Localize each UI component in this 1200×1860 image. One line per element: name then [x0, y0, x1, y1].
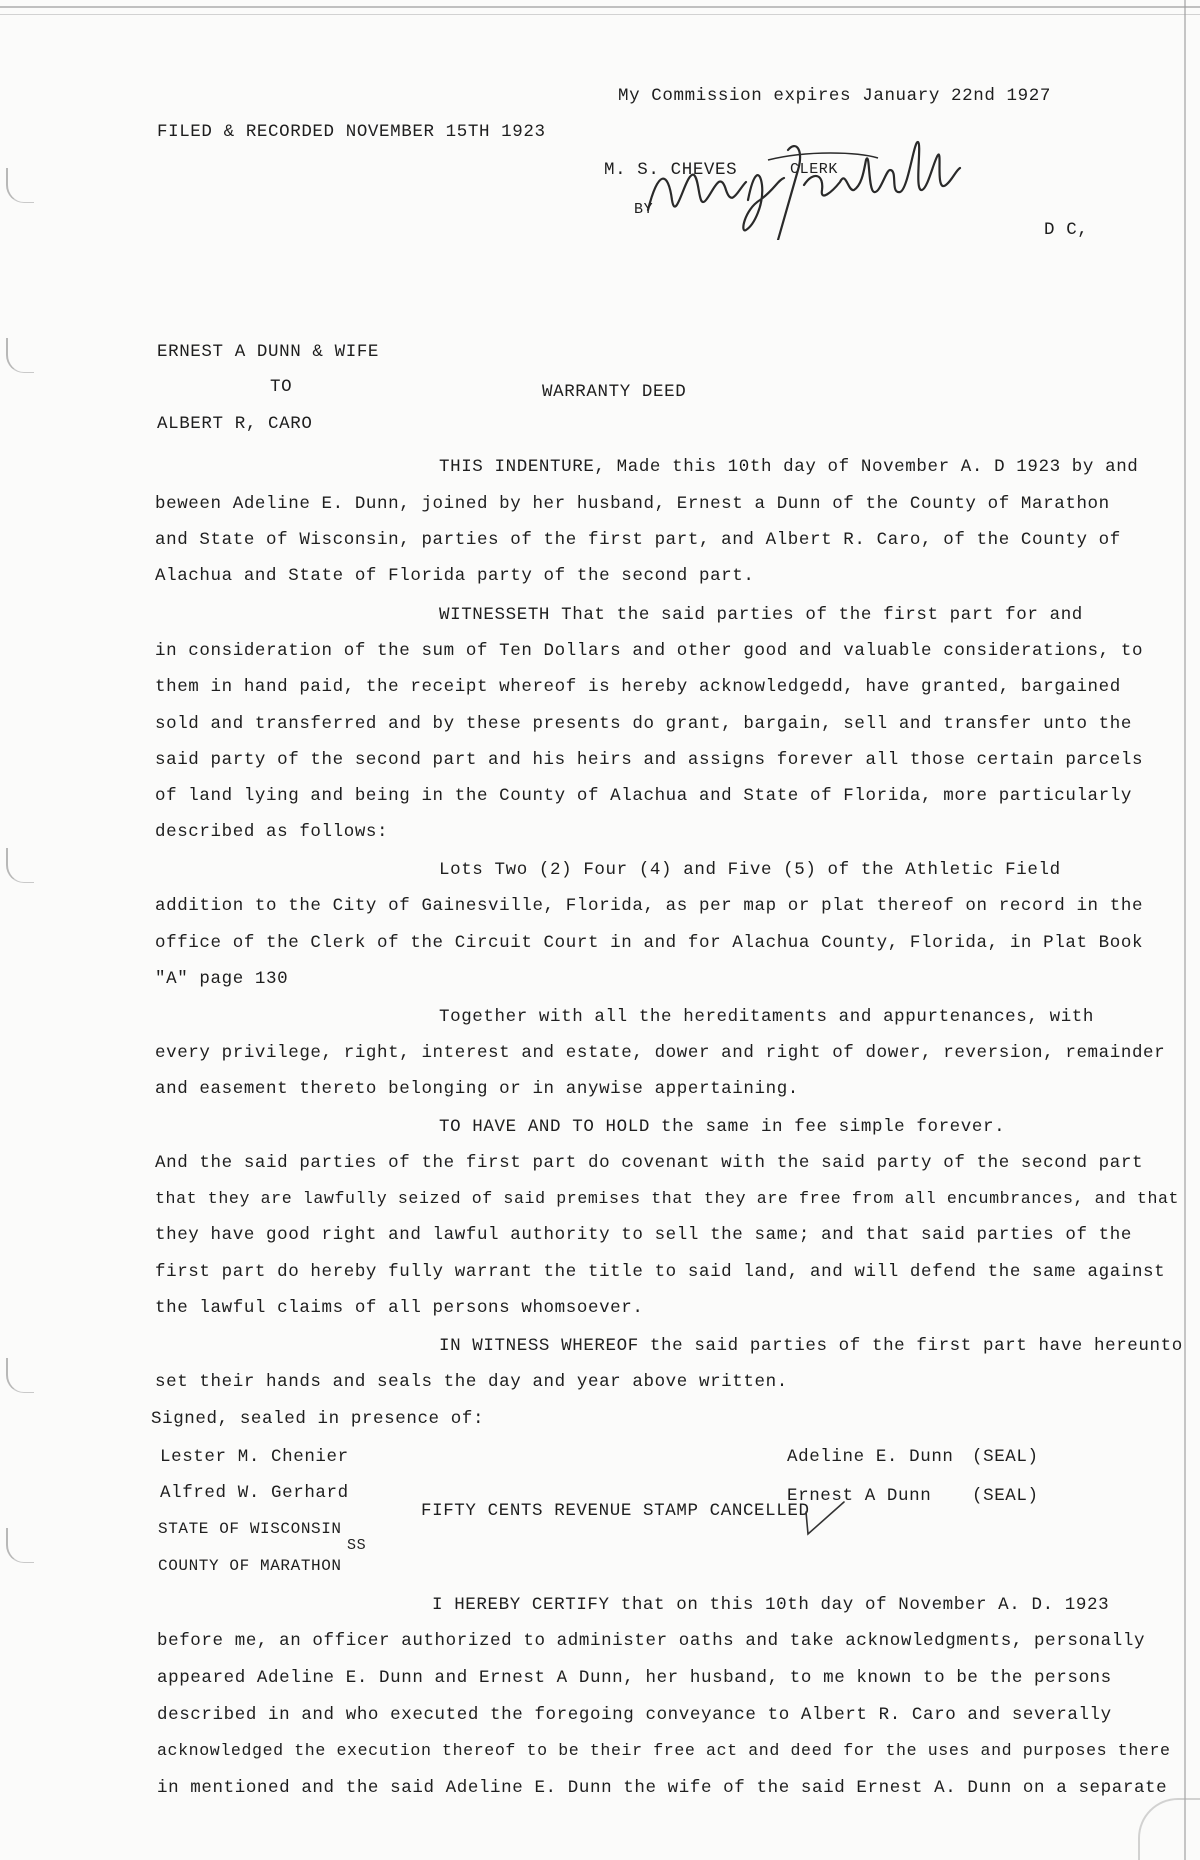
- body-line: IN WITNESS WHEREOF the said parties of the first part have hereunto: [439, 1336, 1183, 1356]
- witness-name: Lester M. Chenier: [160, 1447, 349, 1467]
- page-top-edge-inner: [0, 14, 1200, 15]
- seal-label: (SEAL): [972, 1447, 1039, 1467]
- acknowledgment-line: described in and who executed the foregoing conveyance to Albert R. Caro and severally: [157, 1705, 1112, 1725]
- grantor-name: ERNEST A DUNN & WIFE: [157, 342, 380, 362]
- acknowledgment-line: I HEREBY CERTIFY that on this 10th day of November A. D. 1923: [432, 1595, 1110, 1615]
- body-line: that they are lawfully seized of said premises that they are free from all encumbrances, and that: [155, 1189, 1180, 1208]
- filed-recorded: FILED & RECORDED NOVEMBER 15TH 1923: [157, 122, 546, 142]
- page-corner-curl: [1138, 1798, 1200, 1860]
- body-line: Lots Two (2) Four (4) and Five (5) of the Athletic Field: [439, 860, 1061, 880]
- body-line: said party of the second part and his heirs and assigns forever all those certain parcels: [155, 750, 1144, 770]
- clerk-title: CLERK: [790, 161, 839, 178]
- body-line: every privilege, right, interest and estate, dower and right of dower, reversion, remainder: [155, 1043, 1166, 1063]
- binder-hole-1: [6, 168, 34, 203]
- check-mark: [800, 1494, 850, 1538]
- acknowledgment-line: appeared Adeline E. Dunn and Ernest A Dunn, her husband, to me known to be the persons: [157, 1668, 1112, 1688]
- body-line: THIS INDENTURE, Made this 10th day of November A. D 1923 by and: [439, 457, 1139, 477]
- body-line: the lawful claims of all persons whomsoever.: [155, 1298, 644, 1318]
- commission-expiry: My Commission expires January 22nd 1927: [618, 86, 1051, 106]
- acknowledgment-line: acknowledged the execution thereof to be their free act and deed for the uses and purposes there: [157, 1741, 1171, 1760]
- venue-state: STATE OF WISCONSIN: [158, 1520, 342, 1538]
- body-line: office of the Clerk of the Circuit Court in and for Alachua County, Florida, in Plat Book: [155, 933, 1144, 953]
- body-line: sold and transferred and by these presents do grant, bargain, sell and transfer unto the: [155, 714, 1132, 734]
- grantee-name: ALBERT R, CARO: [157, 414, 313, 434]
- acknowledgment-line: in mentioned and the said Adeline E. Dunn the wife of the said Ernest A. Dunn on a separate: [157, 1778, 1168, 1798]
- binder-hole-5: [6, 1528, 34, 1563]
- body-line: And the said parties of the first part do covenant with the said party of the second part: [155, 1153, 1144, 1173]
- page-right-edge: [1184, 0, 1186, 1860]
- body-line: TO HAVE AND TO HOLD the same in fee simple forever.: [439, 1117, 1006, 1137]
- body-line: described as follows:: [155, 822, 389, 842]
- by-label: BY: [634, 201, 654, 218]
- signer-name: Ernest A Dunn: [787, 1486, 932, 1506]
- body-line: them in hand paid, the receipt whereof is hereby acknowledgedd, have granted, bargained: [155, 677, 1121, 697]
- seal-label: (SEAL): [972, 1486, 1039, 1506]
- body-line: Signed, sealed in presence of:: [151, 1409, 485, 1429]
- body-line: of land lying and being in the County of Alachua and State of Florida, more particularly: [155, 786, 1132, 806]
- body-line: "A" page 130: [155, 969, 289, 989]
- binder-hole-3: [6, 848, 34, 883]
- witness-name: Alfred W. Gerhard: [160, 1483, 349, 1503]
- body-line: and easement thereto belonging or in anywise appertaining.: [155, 1079, 799, 1099]
- venue-county: COUNTY OF MARATHON: [158, 1557, 342, 1575]
- to-label: TO: [270, 377, 293, 397]
- document-type: WARRANTY DEED: [542, 382, 687, 402]
- body-line: Alachua and State of Florida party of the second part.: [155, 566, 755, 586]
- page-top-edge: [0, 6, 1200, 8]
- body-line: first part do hereby fully warrant the title to said land, and will defend the same against: [155, 1262, 1166, 1282]
- revenue-stamp-note: FIFTY CENTS REVENUE STAMP CANCELLED: [421, 1501, 810, 1521]
- body-line: addition to the City of Gainesville, Florida, as per map or plat thereof on record in the: [155, 896, 1144, 916]
- body-line: WITNESSETH That the said parties of the first part for and: [439, 605, 1083, 625]
- body-line: set their hands and seals the day and year above written.: [155, 1372, 788, 1392]
- body-line: Together with all the hereditaments and appurtenances, with: [439, 1007, 1095, 1027]
- signer-name: Adeline E. Dunn: [787, 1447, 954, 1467]
- body-line: in consideration of the sum of Ten Dollars and other good and valuable considerations, to: [155, 641, 1144, 661]
- body-line: they have good right and lawful authority to sell the same; and that said parties of the: [155, 1225, 1132, 1245]
- body-line: beween Adeline E. Dunn, joined by her husband, Ernest a Dunn of the County of Marathon: [155, 494, 1110, 514]
- venue-ss: SS: [347, 1537, 367, 1554]
- binder-hole-4: [6, 1358, 34, 1393]
- deputy-clerk-label: D C,: [1044, 220, 1089, 240]
- clerk-name: M. S. CHEVES: [604, 160, 738, 180]
- clerk-signature: [628, 130, 988, 240]
- binder-hole-2: [6, 338, 34, 373]
- acknowledgment-line: before me, an officer authorized to administer oaths and take acknowledgments, personally: [157, 1631, 1146, 1651]
- body-line: and State of Wisconsin, parties of the first part, and Albert R. Caro, of the County of: [155, 530, 1121, 550]
